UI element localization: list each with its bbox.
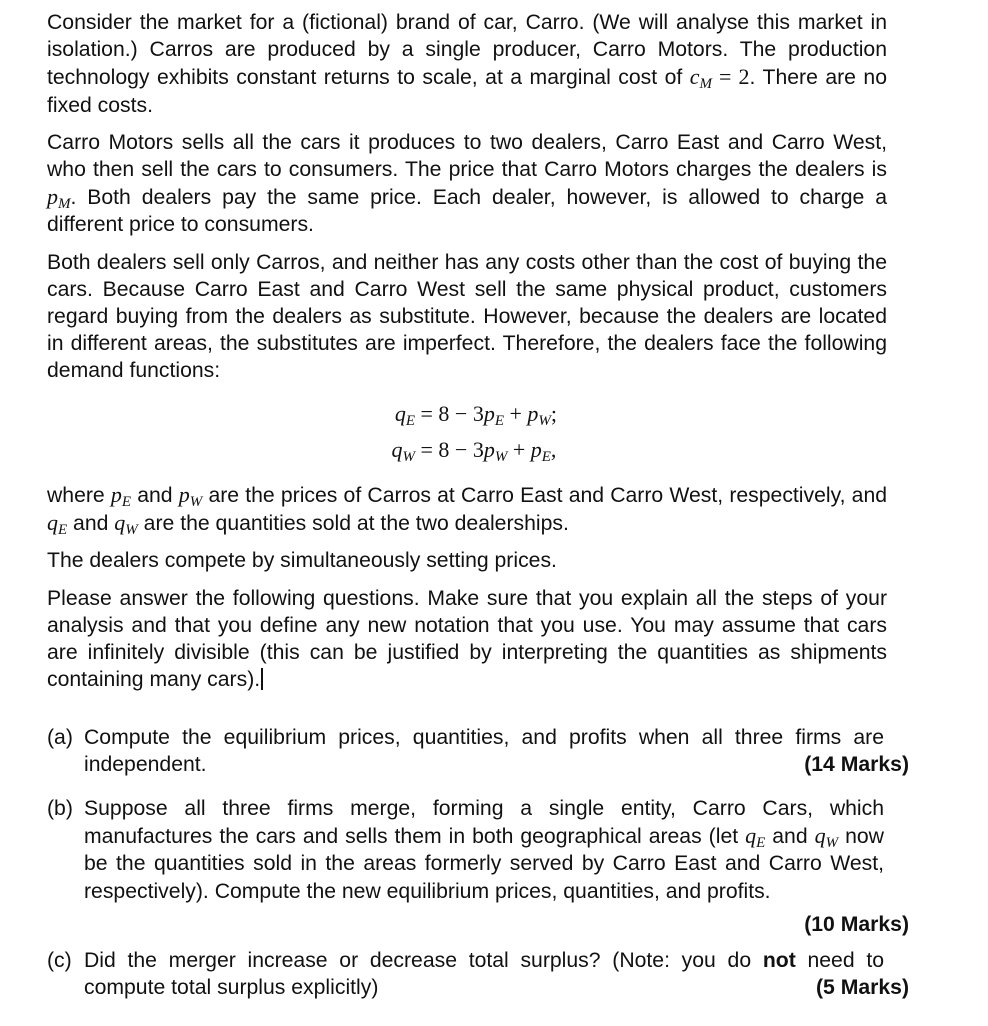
notation-paragraph: where $p_E$ and $p_W$ are the prices of Carros at Carro East and Carro West, respectively, and $q_E$ and $q_W$ are the quantities sold at the two dealerships. [47,482,888,539]
intro-paragraph: Consider the market for a (fictional) brand of car, Carro. (We will analyse this market in isolation.) Carros are produced by a single producer, Carro Motors. The production technology exhibits constant returns to scale, at a marginal cost of $c_M = 2$. There are no fixed costs. [47,11,887,117]
marginal-cost-symbol: $c_M$ [689,64,712,93]
demand-equation-east: $q_E = 8 - 3p_E + p_W$; [394,401,558,429]
dealers-paragraph: Carro Motors sells all the cars it produces to two dealers, Carro East and Carro West, who then sell the cars to consumers. The price that Carro Motors charges the dealers is $p_M$. Both dealers pay the same price. Each dealer, however, is allowed to charge a different price to consumers. [47,130,887,237]
question-b-marks: (10 Marks) [804,913,909,936]
question-c [47,947,909,1001]
question-c-text: Did the merger increase or decrease total surplus? (Note: you do not need to compute total surplus explicitly) [84,949,885,1000]
question-c-label: (c) [47,949,72,972]
instructions-paragraph: Please answer the following questions. Make sure that you explain all the steps of your analysis and that you define any new notation that you use. You may assume that cars are infinitely divisible (this can be justified by interpreting the quantities as shipments containing many cars). [47,586,887,692]
demand-equation-west: $q_W = 8 - 3p_W + p_E$, [391,437,557,465]
question-a-marks: (14 Marks) [804,753,909,776]
problem-sheet [47,9,909,1000]
competition-paragraph: The dealers compete by simultaneously setting prices. [47,549,557,573]
question-c-marks: (5 Marks) [815,976,909,999]
text-cursor [261,668,263,690]
question-a [47,724,909,778]
wholesale-price-symbol: $p_M$ [47,184,71,213]
question-a-label: (a) [47,726,73,749]
question-b-text: Suppose all three firms merge, forming a single entity, Carro Cars, which manufactures the cars and sells them in both geographical areas (let $q_E$ and $q_W$ now be the quantities sold in the areas formerly served by Carro East and Carro West, respectively). Compute the new equilibrium prices, quantities, and profits. [84,797,884,903]
question-a-text: Compute the equilibrium prices, quantities, and profits when all three firms are independent. [84,726,884,777]
demand-paragraph: Both dealers sell only Carros, and neither has any costs other than the cost of buying the cars. Because Carro East and Carro West sell the same physical product, customers regard buying from the dealers as substitute. However, because the dealers are located in different areas, the substitutes are imperfect. Therefore, the dealers face the following demand functions: [47,250,887,383]
question-b-label: (b) [47,797,73,820]
question-b [47,795,909,936]
